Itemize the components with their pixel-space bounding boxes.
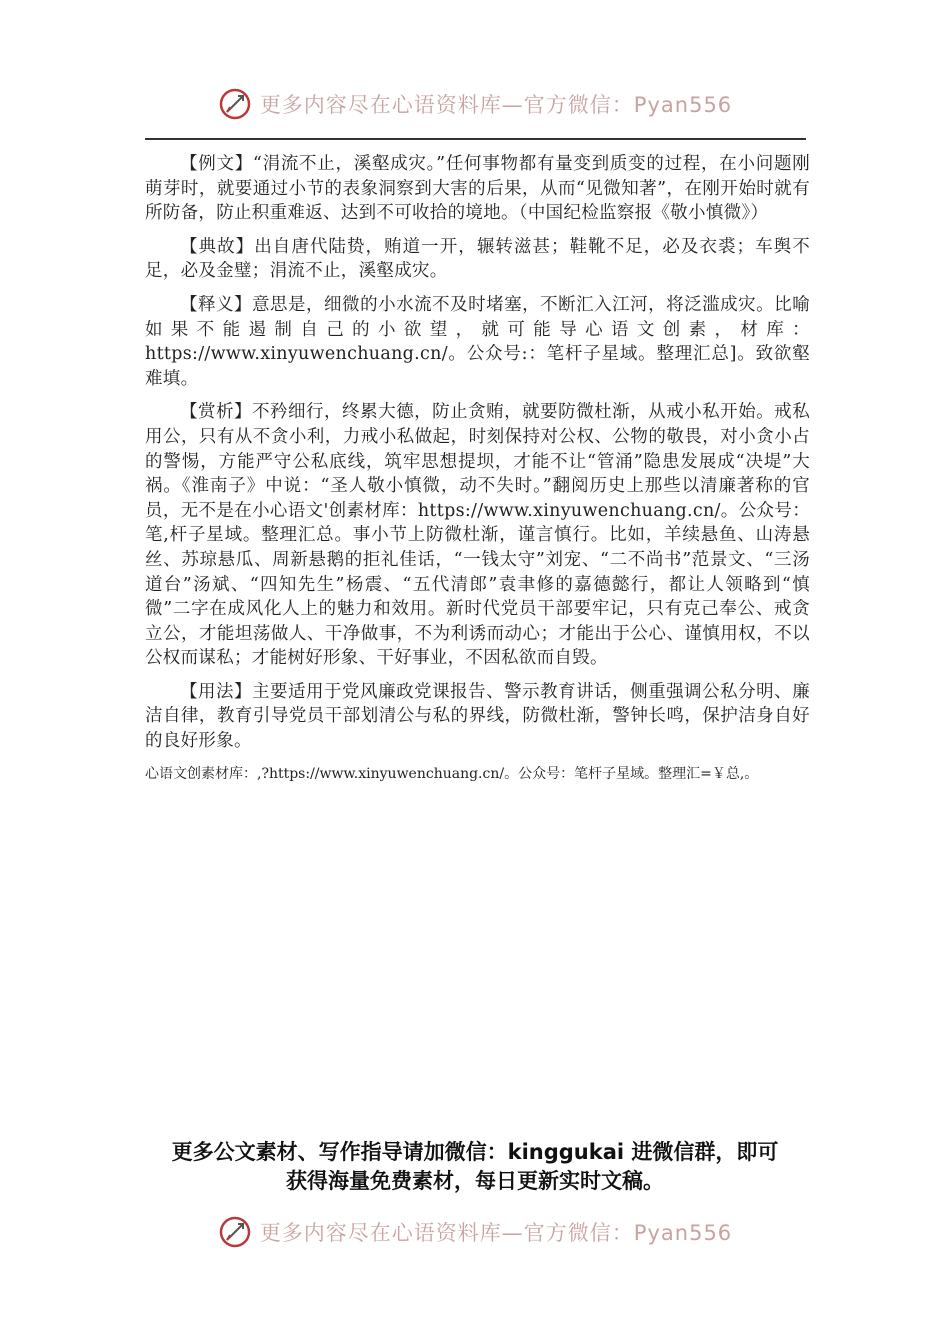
- source-note: 心语文创素材库：,?https://www.xinyuwenchuang.cn/。公众号：笔杆子星域。整理汇=￥总,。: [145, 765, 759, 782]
- promo-line-1: 更多公文素材、写作指导请加微信：kinggukai 进微信群，即可: [171, 1140, 779, 1164]
- paragraph-meaning: [145, 293, 810, 391]
- footer-banner-text: 更多内容尽在心语资料库—官方微信：Pyan556: [259, 1221, 733, 1245]
- promo-line-2: 获得海量免费素材，每日更新实时文稿。: [286, 1169, 664, 1193]
- header-banner: [0, 82, 950, 126]
- paragraph-example: [145, 152, 810, 226]
- header-banner-text: 更多内容尽在心语资料库—官方微信：Pyan556: [259, 93, 733, 117]
- text-analysis: 不矜细行，终累大德，防止贪贿，就要防微杜渐，从戒小私开始。戒私用公，只有从不贪小利，力戒小私做起，时刻保持对公权、公物的敬畏，对小贪小占的警惕，方能严守公私底线，筑牢思想提坝，才能不让“管涌”隐患发展成“决堤”大祸。《淮南子》中说：“圣人敬小慎微，动不失时。”翻阅历史上那些以清廉著称的官员，无不是在小心语文'创素材库：https://www.xinyuwenchuang.cn/。公众号：笔,杆子星域。整理汇总。事小节上防微杜渐，谨言慎行。比如，羊续悬鱼、山涛悬丝、苏琼悬瓜、周新悬鹅的拒礼佳话，“一钱太守”刘宠、“二不尚书”范景文、“三汤道台”汤斌、“四知先生”杨震、“五代清郎”袁聿修的嘉德懿行，都让人领略到“慎微”二字在成风化人上的魅力和效用。新时代党员干部要牢记，只有克己奉公、戒贪立公，才能坦荡做人、干净做事，不为利诱而动心；才能出于公心、谨慎用权，不以公权而谋私；才能树好形象、干好事业，不因私欲而自毁。: [145, 402, 810, 669]
- text-meaning: 意思是，细微的小水流不及时堵塞，不断汇入江河，将泛滥成灾。比喻如果不能遏制自己的小欲望，就可能导心语文创素，材库：https://www.xinyuwenchuang.cn/。公众号:：笔杆子星域。整理汇总]。致欲壑难填。: [145, 294, 810, 389]
- document-body: [145, 152, 810, 785]
- footer-banner: [0, 1210, 950, 1254]
- promo-text: [0, 1138, 950, 1196]
- tag-example: 【例文】: [180, 154, 253, 174]
- paragraph-analysis: [145, 400, 810, 671]
- text-example: “涓流不止，溪壑成灾。”任何事物都有量变到质变的过程，在小问题刚萌芽时，就要通过小节的表象洞察到大害的后果，从而“见微知著”，在刚开始时就有所防备，防止积重难返、达到不可收拾的境地。（中国纪检监察报《敬小慎微》）: [145, 154, 810, 224]
- header-divider: [145, 138, 806, 140]
- tag-usage: 【用法】: [180, 681, 253, 702]
- tag-analysis: 【赏析】: [180, 402, 253, 423]
- pen-logo-icon: [218, 1215, 252, 1249]
- paragraph-usage: [145, 680, 810, 754]
- text-usage: 主要适用于党风廉政党课报告、警示教育讲话，侧重强调公私分明、廉洁自律，教育引导党员干部划清公与私的界线，防微杜渐，警钟长鸣，保护洁身自好的良好形象。: [145, 681, 810, 752]
- text-allusion: 出自唐代陆贽，贿道一开，辗转滋甚；鞋靴不足，必及衣裘；车舆不足，必及金璧；涓流不止，溪壑成灾。: [145, 236, 811, 282]
- pen-logo-icon: [218, 87, 252, 121]
- tag-meaning: 【释义】: [180, 294, 253, 315]
- paragraph-allusion: [145, 235, 810, 284]
- tag-allusion: 【典故】: [180, 236, 255, 257]
